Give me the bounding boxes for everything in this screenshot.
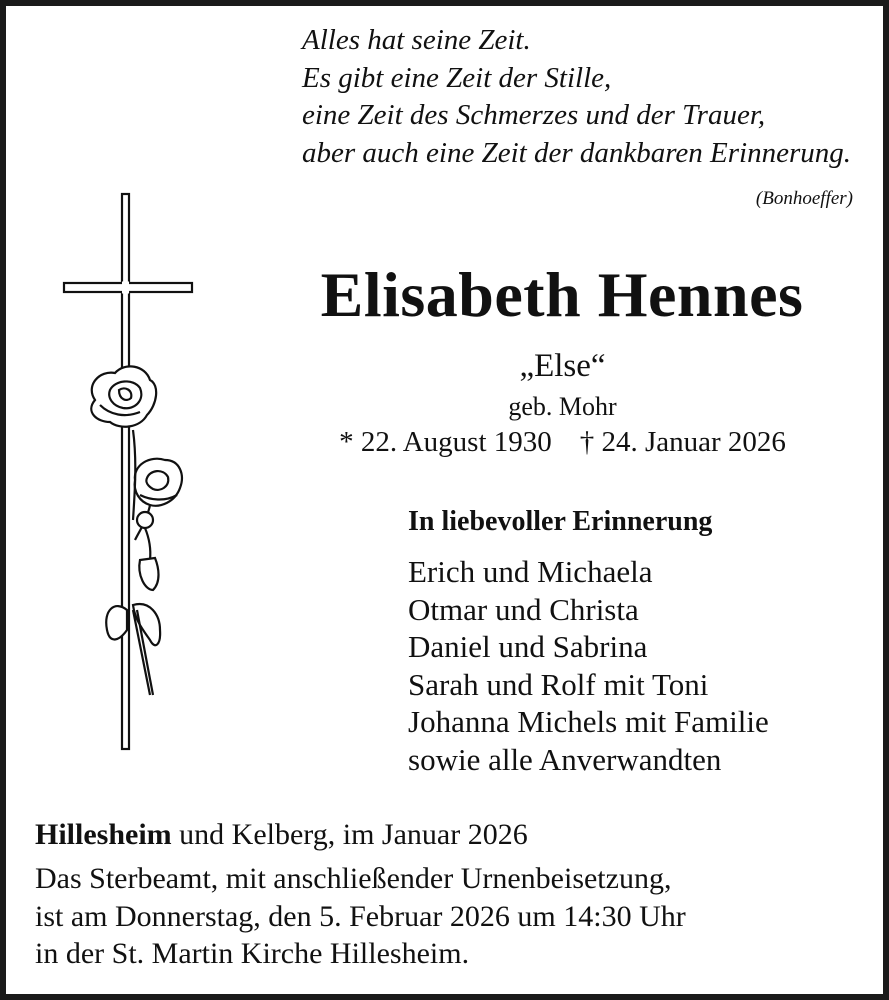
service-line: ist am Donnerstag, den 5. Februar 2026 um 14:30 Uhr xyxy=(35,899,686,933)
quote-author: (Bonhoeffer) xyxy=(755,188,853,209)
mourner: Sarah und Rolf mit Toni xyxy=(408,666,709,702)
birth-name: geb. Mohr xyxy=(508,392,617,421)
place-bold: Hillesheim xyxy=(35,818,172,851)
place-rest: und Kelberg, im Januar 2026 xyxy=(171,818,528,851)
death-date: † 24. Januar 2026 xyxy=(579,426,786,458)
quote-line: eine Zeit des Schmerzes und der Trauer, xyxy=(302,99,766,131)
deceased-name: Elisabeth Hennes xyxy=(320,259,804,330)
quote-line: aber auch eine Zeit der dankbaren Erinnerung. xyxy=(302,136,852,169)
service-line: in der St. Martin Kirche Hillesheim. xyxy=(35,937,470,970)
mourners-title: In liebevoller Erinnerung xyxy=(408,506,713,537)
mourner: Johanna Michels mit Familie xyxy=(408,704,769,739)
quote xyxy=(302,22,851,172)
service-info xyxy=(35,860,686,973)
quote-line: Es gibt eine Zeit der Stille, xyxy=(302,61,612,94)
mourner: Otmar und Christa xyxy=(408,591,639,627)
deceased-nickname: „Else“ xyxy=(519,348,606,384)
quote-line: Alles hat seine Zeit. xyxy=(302,24,531,56)
mourners-list xyxy=(408,553,769,778)
birth-date: * 22. August 1930 xyxy=(339,426,552,458)
mourner: sowie alle Anverwandten xyxy=(408,741,722,777)
place-date xyxy=(35,818,528,852)
life-dates xyxy=(290,426,835,459)
mourner: Erich und Michaela xyxy=(408,554,653,589)
mourner: Daniel und Sabrina xyxy=(408,629,648,664)
service-line: Das Sterbeamt, mit anschließender Urnenbeisetzung, xyxy=(35,862,672,895)
